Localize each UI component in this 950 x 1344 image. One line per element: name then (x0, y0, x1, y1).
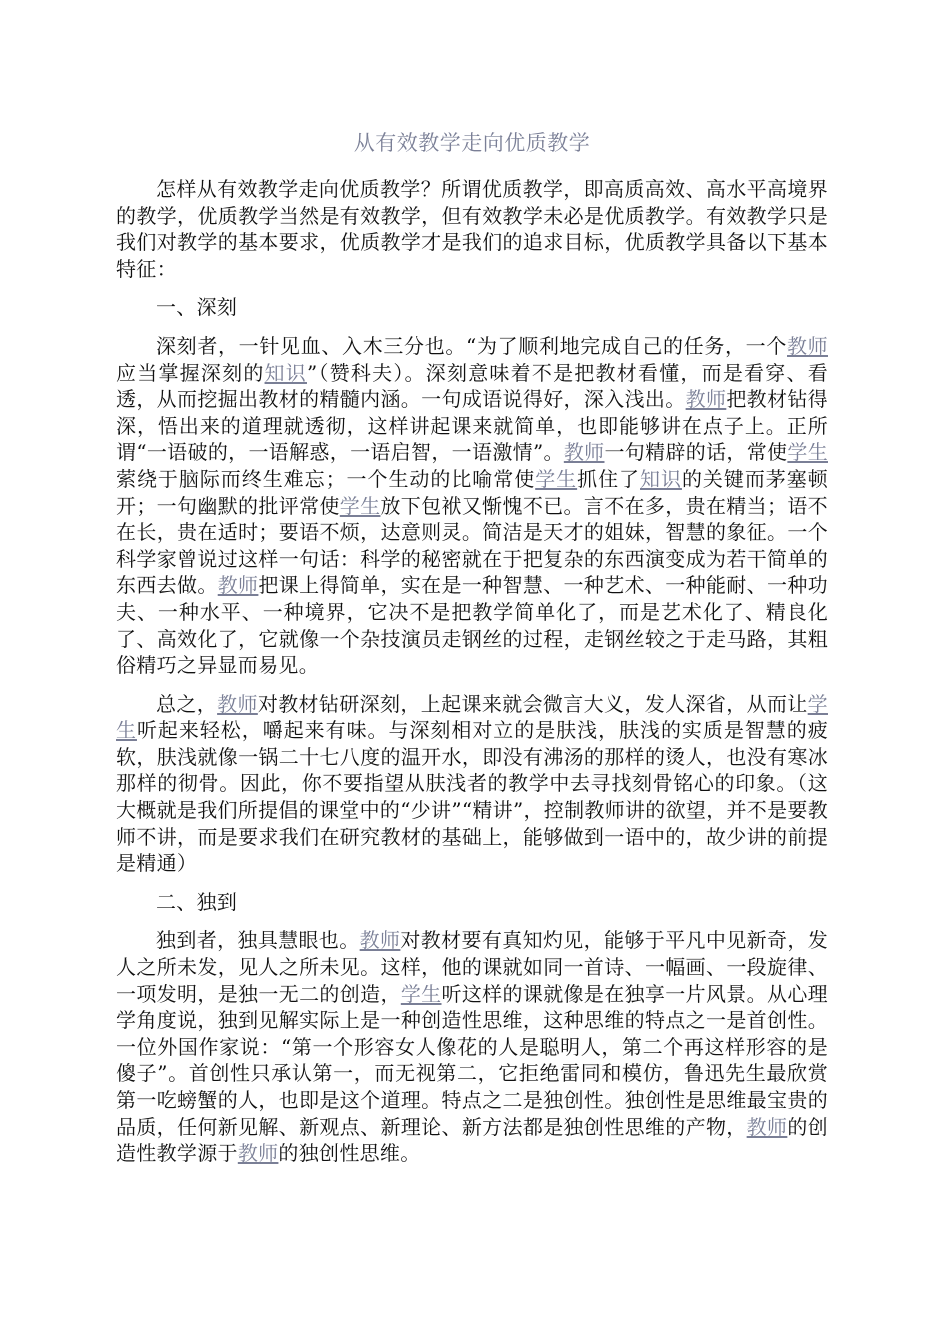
text-run: 放下包袱又惭愧不已。言不在多，贵在精当；语不在长，贵在适时；要语不烦，达意则灵。简洁是天才的姐妹，智慧的象征。一个科学家曾说过这样一句话：科学的秘密就在于把复杂的东西演变成为若干简单的东西去做。 (116, 493, 828, 598)
keyword-link[interactable]: 学生 (116, 691, 828, 743)
keyword-link[interactable]: 教师 (787, 333, 828, 358)
depth-paragraph-2 (116, 691, 828, 877)
section-heading-originality (116, 889, 828, 916)
keyword-link[interactable]: 教师 (746, 1114, 788, 1139)
text-run: 萦绕于脑际而终生难忘；一个生动的比喻常使 (116, 466, 536, 491)
keyword-link[interactable]: 教师 (217, 691, 258, 716)
originality-paragraph (116, 927, 828, 1166)
keyword-link[interactable]: 教师 (359, 928, 401, 953)
text-run: 的创造性教学源于 (116, 1114, 828, 1166)
keyword-link[interactable]: 学生 (400, 981, 442, 1006)
text-run: ”（赞科夫）。深刻意味着不是把教材看懂，而是看穿、看透，从而挖掘出教材的精髓内涵。一句成语说得好，深入浅出。 (116, 360, 829, 412)
keyword-link[interactable]: 知识 (264, 360, 307, 385)
depth-paragraph-1 (116, 333, 828, 679)
text-run: 听这样的课就像是在独享一片风景。从心理学角度说，独到见解实际上是一种创造性思维，这种思维的特点之一是首创性。一位外国作家说：“第一个形容女人像花的人是聪明人，第二个再这样形容的是傻子”。首创性只承认第一，而无视第二，它拒绝雷同和模仿，鲁迅先生最欣赏第一吃螃蟹的人，也即是这个道理。特点之二是独创性。独创性是思维最宝贵的品质，任何新见解、新观点、新理论、新方法都是独创性思维的产物， (116, 981, 828, 1139)
document-title: 从有效教学走向优质教学 (353, 131, 591, 155)
keyword-link[interactable]: 教师 (237, 1141, 279, 1166)
text-run: 一、深刻 (156, 295, 238, 320)
text-run: 应当掌握深刻的 (116, 360, 265, 385)
text-run: 对教材要有真知灼见，能够于平凡中见新奇，发人之所未发，见人之所未见。这样，他的课就如同一首诗、一幅画、一段旋律、一项发明，是独一无二的创造， (116, 928, 828, 1006)
text-run: 的独创性思维。 (278, 1141, 421, 1166)
text-run: 独到者，独具慧眼也。 (156, 928, 360, 953)
keyword-link[interactable]: 学生 (535, 466, 578, 491)
keyword-link[interactable]: 教师 (685, 387, 727, 412)
text-run: 把教材钻得深，悟出来的道理就透彻，这样讲起课来就简单，也即能够讲在点子上。正所谓“一语破的，一语解惑，一语启智，一语激情”。 (116, 387, 828, 465)
text-run: 对教材钻研深刻，上起课来就会微言大义，发人深省，从而让 (257, 691, 808, 716)
text-run: 总之， (156, 691, 218, 716)
document-page (116, 128, 828, 1179)
text-run: 把课上得简单，实在是一种智慧、一种艺术、一种能耐、一种功夫、一种水平、一种境界，它决不是把教学简单化了，而是艺术化了、精良化了、高效化了，它就像一个杂技演员走钢丝的过程，走钢丝较之于走马路，其粗俗精巧之异显而易见。 (116, 573, 828, 678)
text-run: 抓住了 (577, 466, 641, 491)
keyword-link[interactable]: 教师 (217, 573, 259, 598)
section-heading-depth (116, 294, 828, 321)
keyword-link[interactable]: 学生 (339, 493, 381, 518)
text-run: 一句精辟的话，常使 (604, 440, 788, 465)
text-run: 听起来轻松，嚼起来有味。与深刻相对立的是肤浅，肤浅的实质是智慧的疲软，肤浅就像一锅二十七八度的温开水，即没有沸汤的那样的烫人，也没有寒冰那样的彻骨。因此，你不要指望从肤浅者的教学中去寻找刻骨铭心的印象。（这大概就是我们所提倡的课堂中的“少讲”“精讲”，控制教师讲的欲望，并不是要教师不讲，而是要求我们在研究教材的基础上，能够做到一语中的，故少讲的前提是精通） (116, 718, 828, 876)
text-run: 的关键而茅塞顿开；一句幽默的批评常使 (116, 466, 828, 518)
text-run: 二、独到 (156, 889, 238, 914)
intro-paragraph (116, 176, 828, 282)
text-run: 深刻者，一针见血、入木三分也。“为了顺利地完成自己的任务，一个 (156, 333, 788, 358)
text-run: 怎样从有效教学走向优质教学？所谓优质教学，即高质高效、高水平高境界的教学，优质教学当然是有效教学，但有效教学未必是优质教学。有效教学只是我们对教学的基本要求，优质教学才是我们的追求目标，优质教学具备以下基本特征： (116, 177, 828, 281)
keyword-link[interactable]: 知识 (640, 466, 682, 491)
keyword-link[interactable]: 学生 (787, 440, 828, 465)
keyword-link[interactable]: 教师 (563, 440, 605, 465)
